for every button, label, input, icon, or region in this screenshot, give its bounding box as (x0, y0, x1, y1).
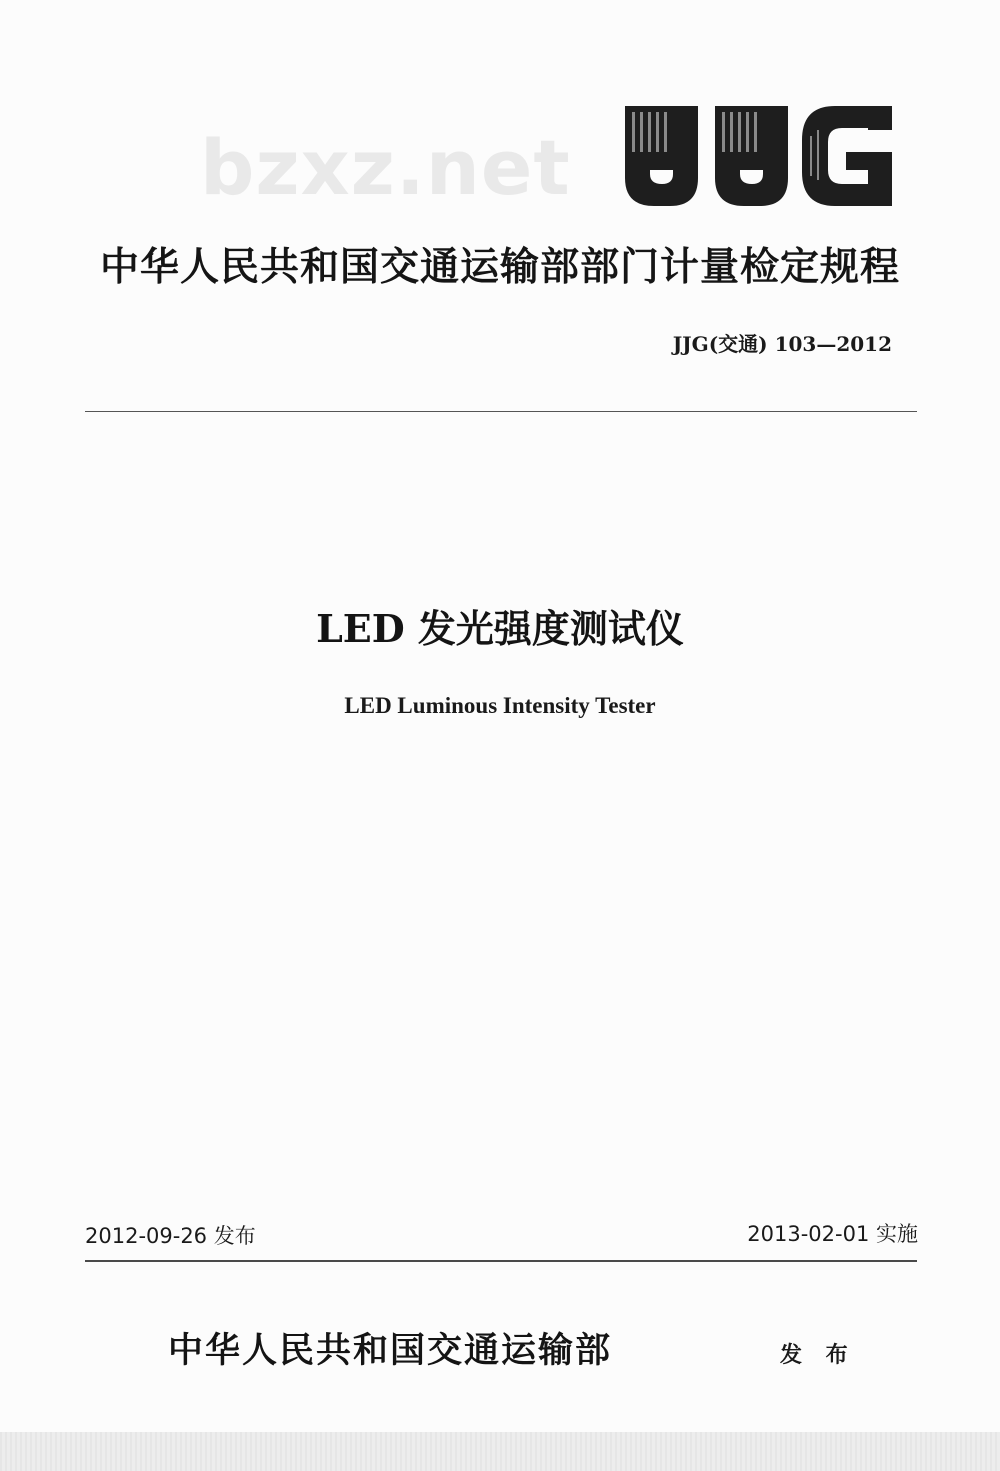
document-title-english: LED Luminous Intensity Tester (344, 693, 656, 718)
document-title-chinese: LED 发光强度测试仪 (316, 606, 684, 651)
bottom-divider (85, 1260, 917, 1262)
scan-edge-band (0, 1432, 1000, 1471)
jjg-logo (610, 100, 895, 212)
issue-date: 2012-09-26 发布 (85, 1224, 256, 1248)
logo-letter-j2 (715, 106, 788, 206)
logo-letter-j1 (625, 106, 698, 206)
publisher-name: 中华人民共和国交通运输部 (168, 1331, 613, 1371)
standard-code: JJG(交通) 103—2012 (672, 332, 892, 356)
ministry-title: 中华人民共和国交通运输部部门计量检定规程 (99, 245, 900, 290)
publish-label: 发 布 (780, 1343, 856, 1368)
implementation-date: 2013-02-01 实施 (747, 1222, 918, 1246)
logo-letter-g (802, 106, 892, 206)
top-divider (85, 411, 917, 412)
watermark: bzxz.net (200, 123, 571, 212)
